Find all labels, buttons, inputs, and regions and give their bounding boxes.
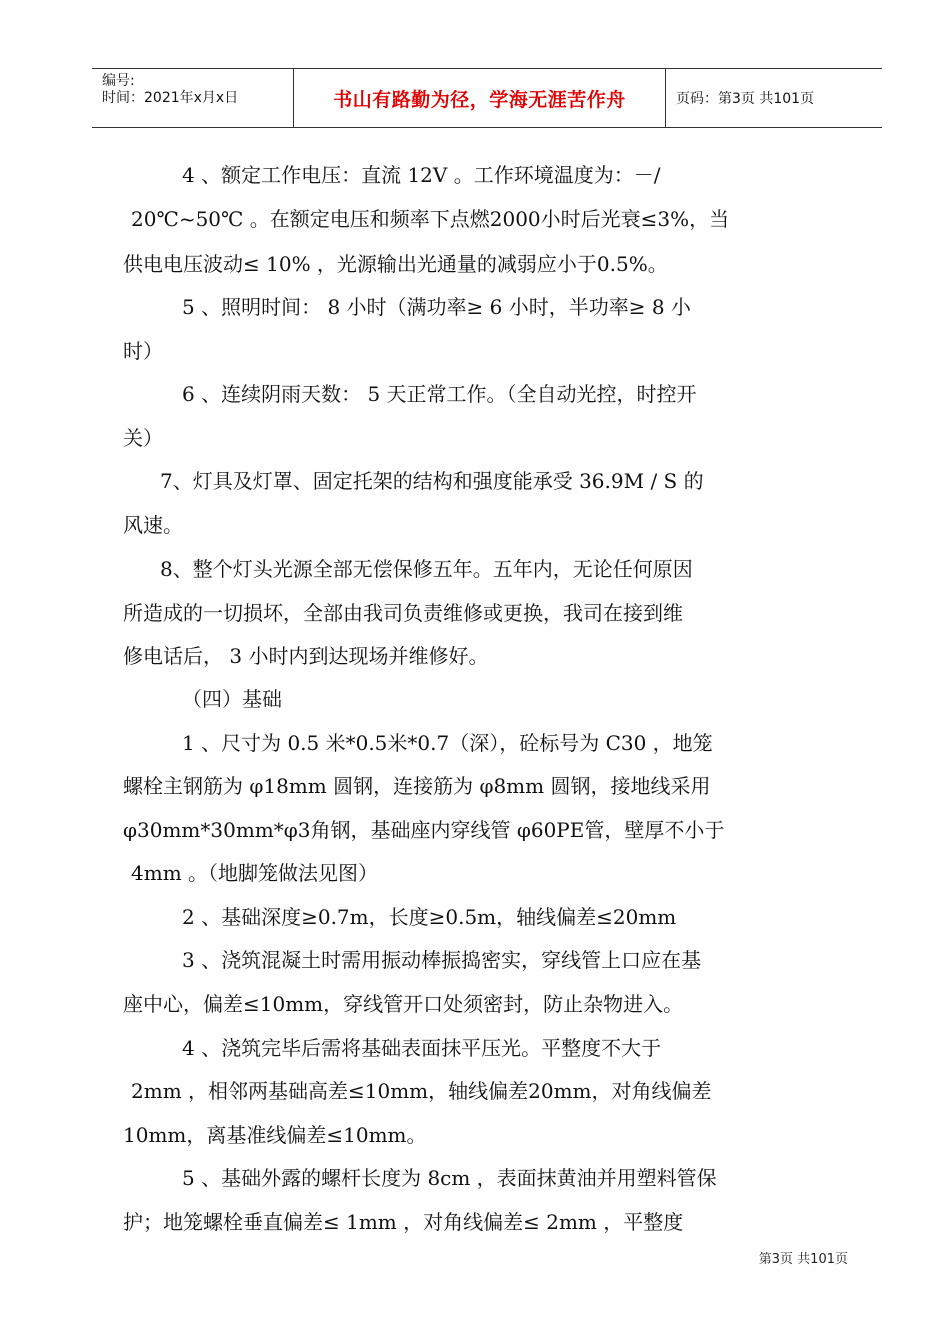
body-line: 座中心，偏差≤10mm，穿线管开口处须密封，防止杂物进入。 [123,992,684,1016]
body-line: 2mm ，相邻两基础高差≤10mm，轴线偏差20mm，对角线偏差 [131,1079,712,1103]
body-line: 4 、浇筑完毕后需将基础表面抹平压光。平整度不大于 [182,1036,662,1060]
body-line: 1 、尺寸为 0.5 米*0.5米*0.7（深），砼标号为 C30 ，地笼 [182,731,713,755]
body-line: 2 、基础深度≥0.7m，长度≥0.5m，轴线偏差≤20mm [182,905,677,929]
body-line: 8、整个灯头光源全部无偿保修五年。五年内，无论任何原因 [160,557,693,581]
body-line: 20℃~50℃ 。在额定电压和频率下点燃2000小时后光衰≤3%，当 [131,207,730,231]
header-meta [92,69,294,127]
header-motto: 书山有路勤为径，学海无涯苦作舟 [294,69,666,127]
body-line: 所造成的一切损坏，全部由我司负责维修或更换，我司在接到维 [123,601,683,625]
body-line: 7、灯具及灯罩、固定托架的结构和强度能承受 36.9M / S 的 [160,469,704,493]
header-page-number: 页码：第3页 共101页 [676,91,815,107]
body-line: 螺栓主钢筋为 φ18mm 圆钢，连接筋为 φ8mm 圆钢，接地线采用 [123,774,711,798]
body-line: 4mm 。（地脚笼做法见图） [131,861,379,885]
body-line: 5 、基础外露的螺杆长度为 8cm ，表面抹黄油并用塑料管保 [182,1166,717,1190]
document-date-label: 时间：2021年x月x日 [102,90,239,106]
body-line: 10mm，离基准线偏差≤10mm。 [123,1123,427,1147]
body-line: 5 、照明时间： 8 小时（满功率≥ 6 小时，半功率≥ 8 小 [182,295,691,319]
body-line: 修电话后， 3 小时内到达现场并维修好。 [123,644,489,668]
section-heading: （四）基础 [182,687,282,711]
body-line: 供电电压波动≤ 10% ，光源输出光通量的减弱应小于0.5%。 [123,252,668,276]
body-line: φ30mm*30mm*φ3角钢，基础座内穿线管 φ60PE管，壁厚不小于 [123,818,725,842]
body-line: 4 、额定工作电压：直流 12V 。工作环境温度为：－/ [182,163,661,187]
body-line: 护；地笼螺栓垂直偏差≤ 1mm ，对角线偏差≤ 2mm ，平整度 [123,1210,684,1234]
body-line: 关） [123,426,163,450]
body-line: 6 、连续阴雨天数： 5 天正常工作。（全自动光控，时控开 [182,382,697,406]
document-number-label: 编号: [102,73,135,89]
body-line: 时） [123,339,163,363]
page-header [92,68,882,128]
body-line: 3 、浇筑混凝土时需用振动棒振捣密实，穿线管上口应在基 [182,948,702,972]
page-footer: 第3页 共101页 [758,1252,848,1267]
body-line: 风速。 [123,513,183,537]
